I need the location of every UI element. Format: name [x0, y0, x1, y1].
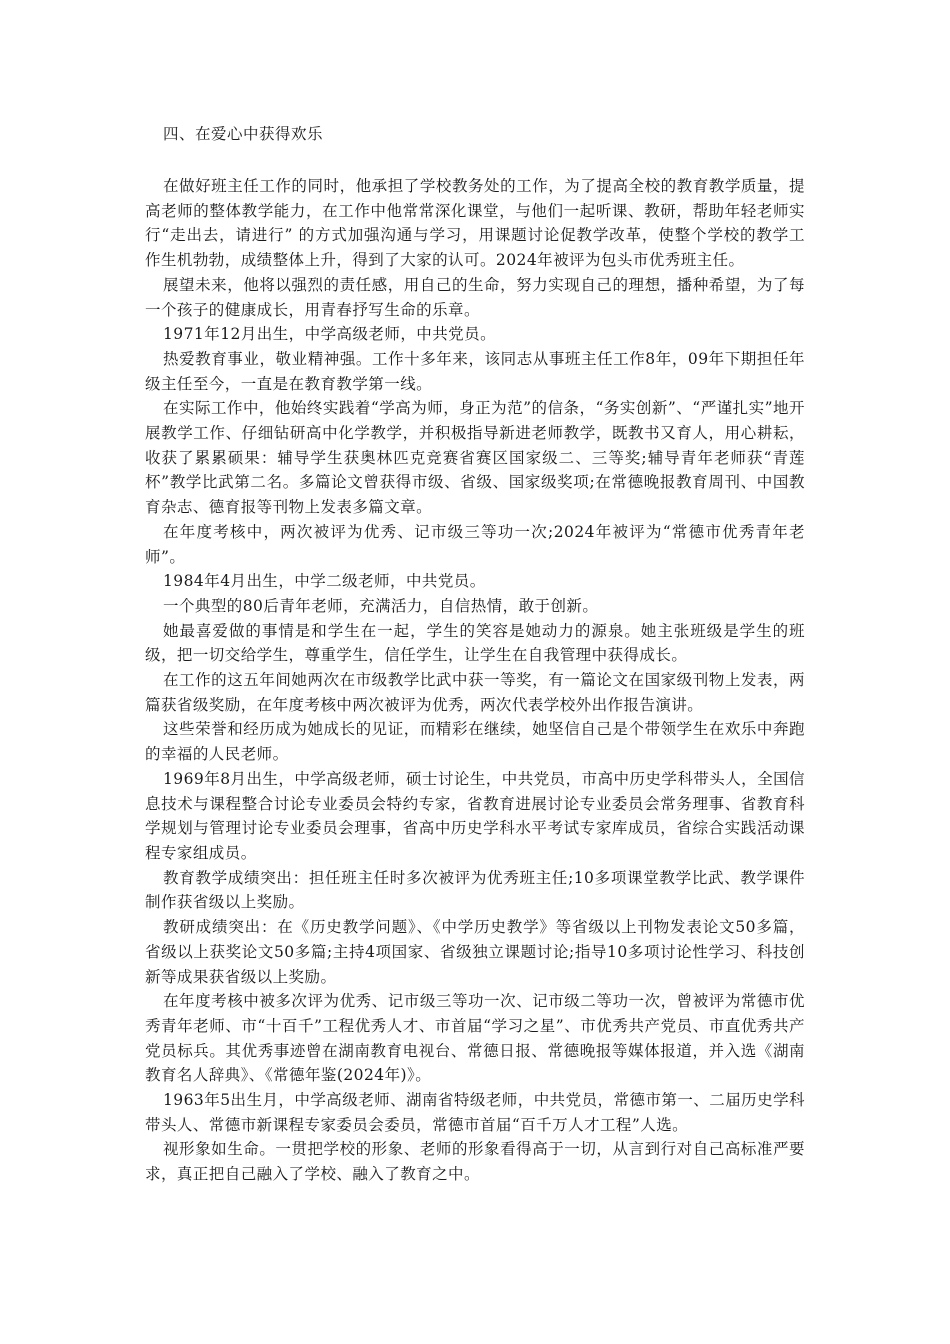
paragraph: 1963年5出生月，中学高级老师、湖南省特级老师，中共党员，常德市第一、二届历史学科带头人、常德市新课程专家委员会委员，常德市首届“百千万人才工程”人选。 [145, 1091, 805, 1134]
paragraph: 1971年12月出生，中学高级老师，中共党员。 [163, 325, 497, 344]
paragraph: 视形象如生命。一贯把学校的形象、老师的形象看得高于一切，从言到行对自己高标准严要求，真正把自己融入了学校、融入了教育之中。 [145, 1140, 805, 1184]
paragraph: 1969年8月出生，中学高级老师，硕士讨论生，中共党员，市高中历史学科带头人，全国信息技术与课程整合讨论专业委员会特约专家，省教育进展讨论专业委员会常务理事、省教育科学规划与管理讨论专业委员会理事，省高中历史学科水平考试专家库成员，省综合实践活动课程专家组成员。 [145, 769, 805, 862]
paragraph: 教育教学成绩突出：担任班主任时多次被评为优秀班主任;10多项课堂教学比武、教学课件制作获省级以上奖励。 [145, 868, 805, 912]
section-heading: 四、在爱心中获得欢乐 [163, 125, 324, 143]
paragraph: 在年度考核中被多次评为优秀、记市级三等功一次、记市级二等功一次，曾被评为常德市优秀青年老师、市“十百千”工程优秀人才、市首届“学习之星”、市优秀共产党员、市直优秀共产党员标兵。其优秀事迹曾在湖南教育电视台、常德日报、常德晚报等媒体报道，并入选《湖南教育名人辞典》、《常德年鉴(2024年)》。 [145, 992, 805, 1085]
paragraph: 她最喜爱做的事情是和学生在一起，学生的笑容是她动力的源泉。她主张班级是学生的班级，把一切交给学生，尊重学生，信任学生，让学生在自我管理中获得成长。 [145, 621, 805, 665]
paragraph: 展望未来，他将以强烈的责任感，用自己的生命，努力实现自己的理想，播种希望，为了每一个孩子的健康成长，用青春抒写生命的乐章。 [145, 275, 805, 319]
paragraph: 在实际工作中，他始终实践着“学高为师，身正为范”的信条，“务实创新”、“严谨扎实”地开展教学工作、仔细钻研高中化学教学，并积极指导新进老师教学，既教书又育人，用心耕耘，收获了累累硕果：辅导学生获奥林匹克竞赛省赛区国家级二、三等奖;辅导青年老师获“青莲杯”教学比武第二名。多篇论文曾获得市级、省级、国家级奖项;在常德晚报教育周刊、中国教育杂志、德育报等刊物上发表多篇文章。 [145, 399, 805, 517]
paragraph: 1984年4月出生，中学二级老师，中共党员。 [163, 572, 486, 591]
paragraph: 在做好班主任工作的同时，他承担了学校教务处的工作，为了提高全校的教育教学质量，提高老师的整体教学能力，在工作中他常常深化课堂，与他们一起听课、教研，帮助年轻老师实行“走出去，请进行” 的方式加强沟通与学习，用课题讨论促教学改革，使整个学校的教学工作生机勃勃，成绩整体上升，得到了大家的认可。2024年被评为包头市优秀班主任。 [145, 177, 805, 270]
paragraph: 一个典型的80后青年老师，充满活力，自信热情，敢于创新。 [163, 596, 599, 615]
paragraph: 在年度考核中，两次被评为优秀、记市级三等功一次;2024年被评为“常德市优秀青年老师”。 [145, 522, 805, 566]
document-page [145, 122, 805, 1187]
paragraph: 在工作的这五年间她两次在市级教学比武中获一等奖，有一篇论文在国家级刊物上发表，两篇获省级奖励，在年度考核中两次被评为优秀，两次代表学校外出作报告演讲。 [145, 671, 805, 714]
paragraph: 教研成绩突出：在《历史教学问题》、《中学历史教学》等省级以上刊物发表论文50多篇，省级以上获奖论文50多篇;主持4项国家、省级独立课题讨论;指导10多项讨论性学习、科技创新等成果获省级以上奖励。 [145, 918, 805, 986]
paragraph: 热爱教育事业，敬业精神强。工作十多年来，该同志从事班主任工作8年，09年下期担任年级主任至今，一直是在教育教学第一线。 [145, 349, 805, 393]
paragraph: 这些荣誉和经历成为她成长的见证，而精彩在继续，她坚信自己是个带领学生在欢乐中奔跑的幸福的人民老师。 [145, 720, 805, 764]
